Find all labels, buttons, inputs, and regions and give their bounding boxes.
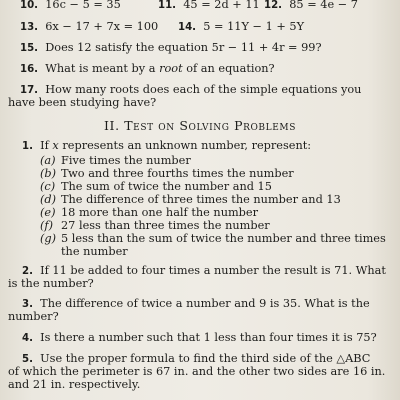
question-15: 15. Does 12 satisfy the equation 5r − 11 + 4r = 99? xyxy=(20,41,322,54)
question-17: 17. How many roots does each of the simple equations you xyxy=(20,83,362,96)
equation-11: 11. 45 = 2d + 11 xyxy=(158,0,260,11)
question-16: 16. What is meant by a root of an equation? xyxy=(20,62,275,75)
problem-1-item-g: (g) 5 less than the sum of twice the number and three times xyxy=(40,231,386,245)
problem-2: 2. If 11 be added to four times a number the result is 71. What xyxy=(22,264,386,277)
equation-14: 14. 5 = 11Y − 1 + 5Y xyxy=(178,20,305,33)
problem-1-item-a: (a) Five times the number xyxy=(40,153,191,167)
problem-1-item-d: (d) The difference of three times the number and 13 xyxy=(40,192,341,206)
problem-1-item-b: (b) Two and three fourths times the number xyxy=(40,166,294,180)
question-17-cont: have been studying have? xyxy=(8,96,157,109)
section-heading: II. Test on Solving Problems xyxy=(104,118,296,133)
problem-3: 3. The difference of twice a number and 9 is 35. What is the xyxy=(22,297,370,310)
problem-5-cont-2: and 21 in. respectively. xyxy=(8,378,141,391)
problem-1: 1. If x represents an unknown number, represent: xyxy=(22,139,312,152)
problem-3-cont: number? xyxy=(8,310,59,323)
equation-13: 13. 6x − 17 + 7x = 100 xyxy=(20,20,159,33)
problem-1-item-g-cont: the number xyxy=(61,244,128,258)
equation-12: 12. 85 = 4e − 7 xyxy=(264,0,358,11)
problem-5-cont-1: of which the perimeter is 67 in. and the other two sides are 16 in. xyxy=(8,365,386,378)
problem-1-item-e: (e) 18 more than one half the number xyxy=(40,205,258,219)
problem-4: 4. Is there a number such that 1 less than four times it is 75? xyxy=(22,331,377,344)
equation-10: 10. 16c − 5 = 35 xyxy=(20,0,121,11)
problem-5: 5. Use the proper formula to find the third side of the △ABC xyxy=(22,352,371,365)
problem-2-cont: is the number? xyxy=(8,277,94,290)
problem-1-item-c: (c) The sum of twice the number and 15 xyxy=(40,179,272,193)
problem-1-item-f: (f) 27 less than three times the number xyxy=(40,218,270,232)
